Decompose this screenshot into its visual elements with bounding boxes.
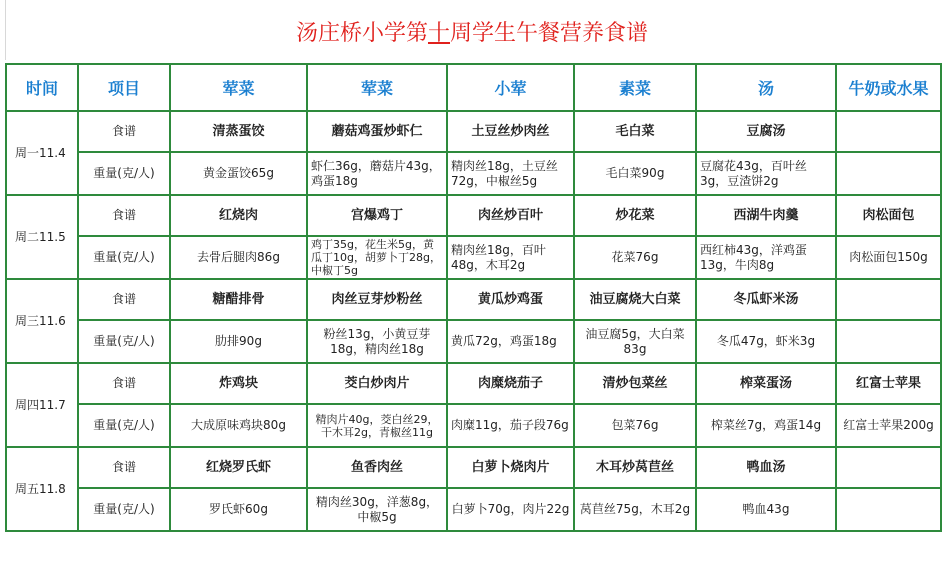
day-cell: 周四11.7 <box>6 363 78 447</box>
weight-cell <box>836 320 941 363</box>
weight-cell: 肋排90g <box>170 320 307 363</box>
weight-cell: 肉松面包150g <box>836 236 941 279</box>
dish-cell: 白萝卜烧肉片 <box>447 447 574 488</box>
dish-cell <box>836 447 941 488</box>
dish-cell: 炸鸡块 <box>170 363 307 404</box>
weight-cell <box>836 488 941 531</box>
weight-cell: 毛白菜90g <box>574 152 696 195</box>
dish-cell: 鸭血汤 <box>696 447 836 488</box>
dish-cell: 肉松面包 <box>836 195 941 236</box>
dish-cell: 榨菜蛋汤 <box>696 363 836 404</box>
dish-cell: 肉丝豆芽炒粉丝 <box>307 279 447 320</box>
day-cell: 周三11.6 <box>6 279 78 363</box>
title-prefix: 汤庄桥小学第 <box>295 21 428 46</box>
weight-cell: 豆腐花43g，百叶丝3g，豆渣饼2g <box>696 152 836 195</box>
row-label-dish: 食谱 <box>78 111 170 152</box>
weight-cell: 鸡丁35g，花生米5g，黄瓜丁10g，胡萝卜丁28g，中椒丁5g <box>307 236 447 279</box>
day-cell: 周五11.8 <box>6 447 78 531</box>
weight-cell: 去骨后腿肉86g <box>170 236 307 279</box>
weight-cell: 鸭血43g <box>696 488 836 531</box>
header-meat-dish-2: 荤菜 <box>307 64 447 111</box>
dish-row <box>6 447 941 488</box>
weight-cell: 红富士苹果200g <box>836 404 941 447</box>
weight-row <box>6 320 941 363</box>
dish-cell: 炒花菜 <box>574 195 696 236</box>
dish-cell: 清蒸蛋饺 <box>170 111 307 152</box>
dish-cell: 土豆丝炒肉丝 <box>447 111 574 152</box>
dish-cell: 蘑菇鸡蛋炒虾仁 <box>307 111 447 152</box>
weight-cell: 黄瓜72g，鸡蛋18g <box>447 320 574 363</box>
day-cell: 周一11.4 <box>6 111 78 195</box>
weight-cell: 花菜76g <box>574 236 696 279</box>
dish-cell: 糖醋排骨 <box>170 279 307 320</box>
dish-cell: 鱼香肉丝 <box>307 447 447 488</box>
weight-cell: 冬瓜47g，虾米3g <box>696 320 836 363</box>
dish-row <box>6 279 941 320</box>
weight-cell: 榨菜丝7g，鸡蛋14g <box>696 404 836 447</box>
header-small-meat: 小荤 <box>447 64 574 111</box>
header-row <box>6 64 941 111</box>
weight-cell: 精肉丝30g，洋葱8g，中椒5g <box>307 488 447 531</box>
weight-cell: 粉丝13g，小黄豆芽18g，精肉丝18g <box>307 320 447 363</box>
week-number: 十 <box>427 21 450 46</box>
row-label-weight: 重量(克/人) <box>78 404 170 447</box>
dish-cell: 冬瓜虾米汤 <box>696 279 836 320</box>
weight-cell: 虾仁36g，蘑菇片43g，鸡蛋18g <box>307 152 447 195</box>
weight-cell: 油豆腐5g，大白菜83g <box>574 320 696 363</box>
dish-cell: 宫爆鸡丁 <box>307 195 447 236</box>
row-label-dish: 食谱 <box>78 279 170 320</box>
header-item: 项目 <box>78 64 170 111</box>
row-label-dish: 食谱 <box>78 195 170 236</box>
weight-cell: 包菜76g <box>574 404 696 447</box>
header-time: 时间 <box>6 64 78 111</box>
weight-cell: 黄金蛋饺65g <box>170 152 307 195</box>
weight-cell: 罗氏虾60g <box>170 488 307 531</box>
weight-cell: 莴苣丝75g，木耳2g <box>574 488 696 531</box>
dish-cell: 木耳炒莴苣丝 <box>574 447 696 488</box>
row-label-weight: 重量(克/人) <box>78 488 170 531</box>
row-label-weight: 重量(克/人) <box>78 236 170 279</box>
dish-cell: 西湖牛肉羹 <box>696 195 836 236</box>
dish-cell: 肉丝炒百叶 <box>447 195 574 236</box>
header-meat-dish-1: 荤菜 <box>170 64 307 111</box>
weight-cell: 精肉丝18g，百叶48g，木耳2g <box>447 236 574 279</box>
row-label-weight: 重量(克/人) <box>78 320 170 363</box>
weight-cell: 西红柿43g，洋鸡蛋13g，牛肉8g <box>696 236 836 279</box>
dish-cell: 黄瓜炒鸡蛋 <box>447 279 574 320</box>
header-vegetable: 素菜 <box>574 64 696 111</box>
header-soup: 汤 <box>696 64 836 111</box>
weight-row <box>6 404 941 447</box>
dish-cell: 清炒包菜丝 <box>574 363 696 404</box>
day-cell: 周二11.5 <box>6 195 78 279</box>
weight-cell: 大成原味鸡块80g <box>170 404 307 447</box>
dish-cell: 红烧肉 <box>170 195 307 236</box>
weight-cell: 肉糜11g，茄子段76g <box>447 404 574 447</box>
dish-row <box>6 195 941 236</box>
row-label-dish: 食谱 <box>78 363 170 404</box>
title-suffix: 周学生午餐营养食谱 <box>450 21 649 46</box>
header-milk-or-fruit: 牛奶或水果 <box>836 64 941 111</box>
row-label-dish: 食谱 <box>78 447 170 488</box>
weight-row <box>6 488 941 531</box>
page-title <box>0 8 944 60</box>
dish-cell: 红富士苹果 <box>836 363 941 404</box>
weight-row <box>6 236 941 279</box>
dish-cell <box>836 111 941 152</box>
weight-cell: 精肉丝18g，土豆丝72g，中椒丝5g <box>447 152 574 195</box>
dish-cell: 肉糜烧茄子 <box>447 363 574 404</box>
dish-cell: 红烧罗氏虾 <box>170 447 307 488</box>
dish-cell: 豆腐汤 <box>696 111 836 152</box>
weight-row <box>6 152 941 195</box>
dish-cell: 茭白炒肉片 <box>307 363 447 404</box>
menu-table <box>5 63 942 532</box>
weight-cell: 白萝卜70g，肉片22g <box>447 488 574 531</box>
dish-cell: 油豆腐烧大白菜 <box>574 279 696 320</box>
dish-row <box>6 363 941 404</box>
dish-row <box>6 111 941 152</box>
row-label-weight: 重量(克/人) <box>78 152 170 195</box>
weight-cell <box>836 152 941 195</box>
dish-cell <box>836 279 941 320</box>
weight-cell: 精肉片40g，茭白丝29，干木耳2g，青椒丝11g <box>307 404 447 447</box>
dish-cell: 毛白菜 <box>574 111 696 152</box>
